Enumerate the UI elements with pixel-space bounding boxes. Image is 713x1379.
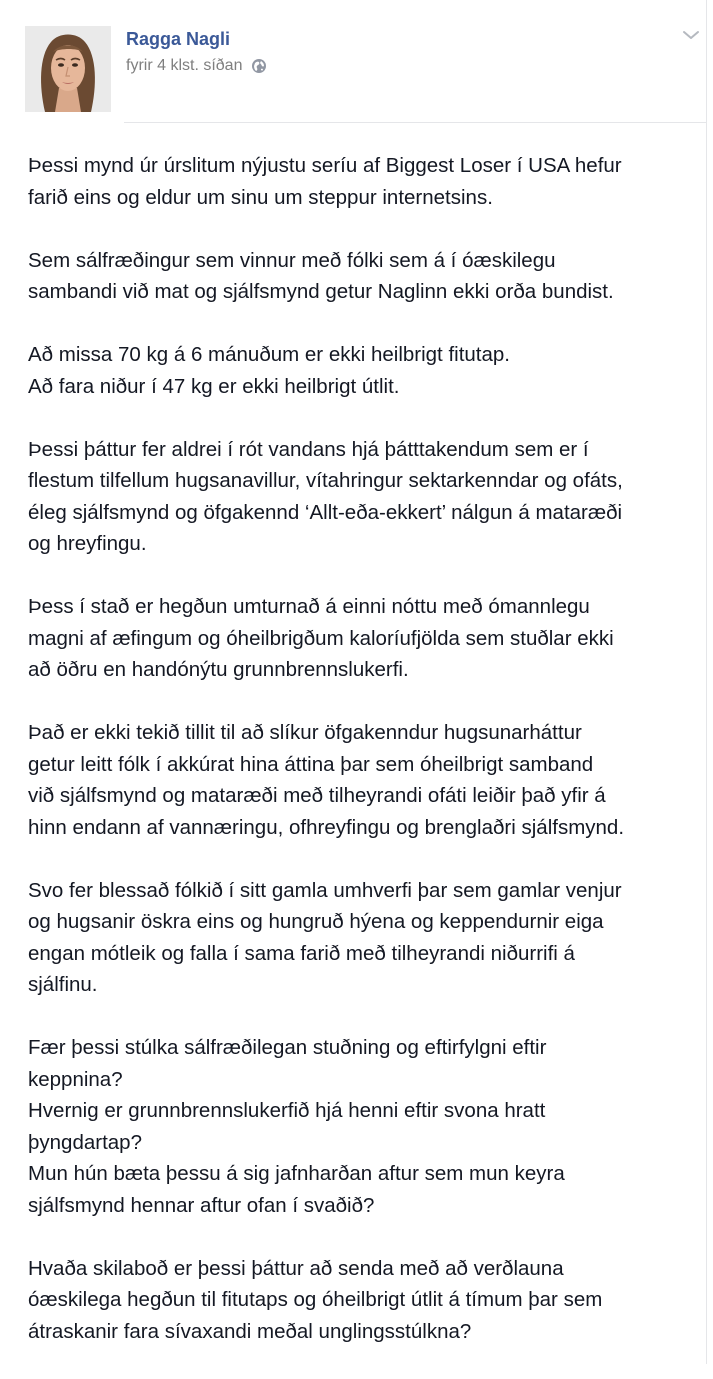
- post-paragraph: Fær þessi stúlka sálfræðilegan stuðning og eftirfylgni eftir keppnina? Hvernig er grunnbrennslukerfið hjá henni eftir svona hratt þyngdartap? Mun hún bæta þessu á sig jafnharðan aftur sem mun keyra sjálfsmynd hennar aftur ofan í svaðið?: [28, 1036, 565, 1217]
- post-paragraph: Þessi mynd úr úrslitum nýjustu seríu af Biggest Loser í USA hefur farið eins og eldur um sinu um steppur internetsins.: [28, 154, 622, 209]
- post-paragraph: Hvaða skilaboð er þessi þáttur að senda með að verðlauna óæskilega hegðun til fitutaps og óheilbrigt útlit á tímum þar sem átraskanir fara sívaxandi meðal unglingsstúlkna?: [28, 1256, 603, 1343]
- post-meta: [126, 55, 267, 77]
- post-paragraph: Þess í stað er hegðun umturnað á einni nóttu með ómannlegu magni af æfingum og óheilbrigðum kaloríufjölda sem stuðlar ekki að öðru en handónýtu grunnbrennslukerfi.: [28, 595, 614, 681]
- chevron-down-icon[interactable]: [681, 27, 701, 43]
- post-body: [28, 150, 708, 1379]
- post-paragraph: Að missa 70 kg á 6 mánuðum er ekki heilbrigt fitutap. Að fara niður í 47 kg er ekki heilbrigt útlit.: [28, 343, 510, 398]
- post-paragraph: Svo fer blessað fólkið í sitt gamla umhverfi þar sem gamlar venjur og hugsanir öskra eins og hungruð hýena og keppendurnir eiga engan mótleik og falla í sama farið með tilheyrandi niðurrifi á sjálfinu.: [28, 878, 622, 996]
- globe-icon[interactable]: [251, 58, 267, 74]
- profile-photo: [25, 26, 111, 112]
- post-paragraph: Það er ekki tekið tillit til að slíkur öfgakenndur hugsunarháttur getur leitt fólk í akkúrat hina áttina þar sem óheilbrigt samband við sjálfsmynd og mataræði með tilheyrandi ofáti leiðir það yfir á hinn endann af vannæringu, ofhreyfingu og brenglaðri sjálfsmynd.: [28, 721, 625, 839]
- post-header: [0, 0, 706, 122]
- header-divider: [124, 122, 706, 123]
- post-paragraph: Þessi þáttur fer aldrei í rót vandans hjá þátttakendum sem er í flestum tilfellum hugsanavillur, vítahringur sektarkenndar og ofáts, éleg sjálfsmynd og öfgakennd ‘Allt-eða-ekkert’ nálgun á mataræði og hreyfingu.: [28, 437, 623, 555]
- author-name[interactable]: Ragga Nagli: [126, 29, 231, 49]
- post-timestamp[interactable]: fyrir 4 klst. síðan: [126, 57, 243, 74]
- post-paragraph: Sem sálfræðingur sem vinnur með fólki sem á í óæskilegu sambandi við mat og sjálfsmynd getur Naglinn ekki orða bundist.: [28, 248, 614, 303]
- avatar[interactable]: [25, 26, 111, 112]
